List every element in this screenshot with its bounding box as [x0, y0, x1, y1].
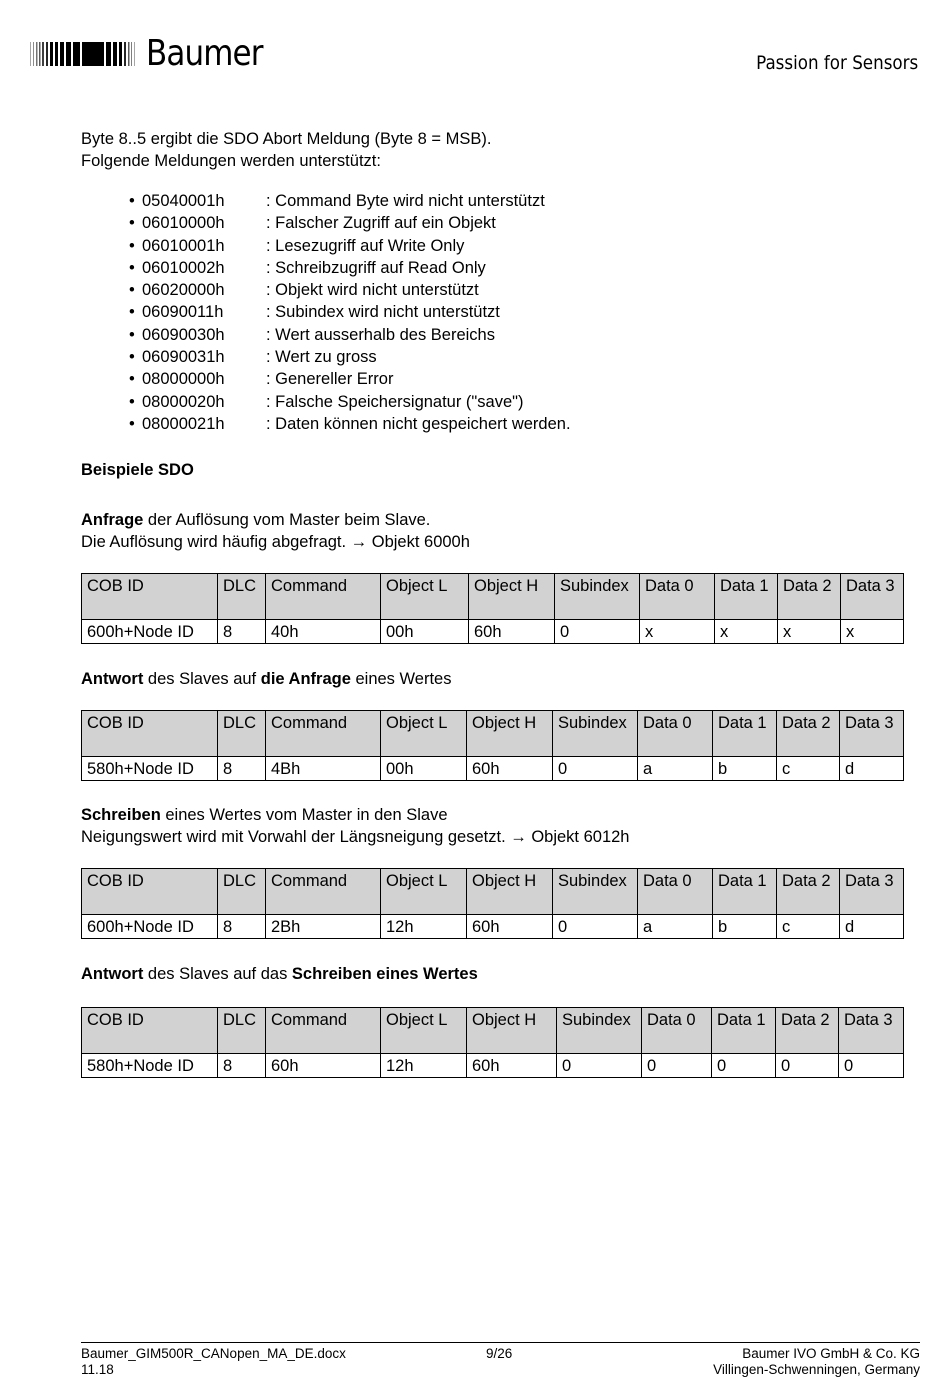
table-cell: 60h	[467, 1054, 557, 1078]
baumer-logo-icon	[30, 38, 138, 70]
table-cell: x	[715, 620, 778, 644]
table-cell: x	[640, 620, 715, 644]
column-header: Object L	[381, 711, 467, 757]
tagline: Passion for Sensors	[755, 52, 918, 74]
column-header: Data 2	[777, 711, 840, 757]
table-cell: 0	[553, 757, 638, 781]
abort-description: : Subindex wird nicht unterstützt	[266, 303, 500, 322]
column-header: Data 0	[642, 1008, 712, 1054]
bullet-icon: •	[129, 348, 135, 367]
column-header: COB ID	[82, 1008, 218, 1054]
table-cell: d	[840, 757, 904, 781]
bullet-icon: •	[129, 414, 135, 433]
list-item	[129, 212, 903, 234]
table-cell: b	[713, 915, 777, 939]
abort-description: : Lesezugriff auf Write Only	[266, 236, 465, 255]
table-cell: 0	[642, 1054, 712, 1078]
bullet-icon: •	[129, 192, 135, 210]
column-header: Object L	[381, 574, 469, 620]
column-header: Data 3	[841, 574, 904, 620]
section-title: Beispiele SDO	[81, 461, 194, 480]
list-item	[129, 413, 903, 435]
table-cell: a	[638, 757, 713, 781]
sdo-table-3	[81, 868, 904, 939]
column-header: Data 0	[638, 869, 713, 915]
table-cell: 00h	[381, 620, 469, 644]
table-cell: a	[638, 915, 713, 939]
brand-name: Baumer	[146, 33, 263, 74]
sdo-table-1	[81, 573, 904, 644]
footer-right	[713, 1346, 920, 1378]
table-cell: d	[840, 915, 904, 939]
table-row	[82, 757, 904, 781]
bullet-icon: •	[129, 325, 135, 344]
page-footer	[81, 1342, 920, 1377]
example-4-caption	[81, 963, 903, 985]
abort-description: : Wert ausserhalb des Bereichs	[266, 325, 495, 344]
footer-location: Villingen-Schwenningen, Germany	[713, 1362, 920, 1377]
table-cell: 60h	[469, 620, 555, 644]
caption-text: eines Wertes vom Master in den Slave	[160, 806, 448, 825]
abort-description: : Objekt wird nicht unterstützt	[266, 281, 479, 300]
abort-code: 08000020h	[142, 392, 225, 411]
column-header: Data 0	[638, 711, 713, 757]
column-header: Data 1	[713, 711, 777, 757]
column-header: Object H	[467, 1008, 557, 1054]
table-cell: 8	[218, 620, 266, 644]
abort-description: : Daten können nicht gespeichert werden.	[266, 414, 571, 433]
table-cell: b	[713, 757, 777, 781]
list-item	[129, 301, 903, 323]
bullet-icon: •	[129, 281, 135, 300]
column-header: Data 1	[715, 574, 778, 620]
table-cell: 580h+Node ID	[82, 1054, 218, 1078]
column-header: Object L	[381, 1008, 467, 1054]
table-cell: 12h	[381, 915, 467, 939]
table-cell: 0	[557, 1054, 642, 1078]
abort-code: 05040001h	[142, 192, 225, 210]
table-cell: x	[841, 620, 904, 644]
table-cell: 60h	[467, 757, 553, 781]
abort-code: 06090031h	[142, 348, 225, 367]
table-cell: 00h	[381, 757, 467, 781]
column-header: DLC	[218, 1008, 266, 1054]
table-cell: x	[778, 620, 841, 644]
table-header-row	[82, 1008, 904, 1054]
bullet-icon: •	[129, 258, 135, 277]
example-1-caption	[81, 509, 903, 531]
column-header: COB ID	[82, 711, 218, 757]
abort-code: 08000021h	[142, 414, 225, 433]
column-header: Data 1	[713, 869, 777, 915]
intro-line-1: Byte 8..5 ergibt die SDO Abort Meldung (Byte 8 = MSB).	[81, 130, 492, 148]
table-header-row	[82, 574, 904, 620]
table-cell: 600h+Node ID	[82, 915, 218, 939]
column-header: Data 2	[778, 574, 841, 620]
abort-code: 06090011h	[142, 303, 224, 322]
caption-text: der Auflösung vom Master beim Slave.	[143, 511, 431, 530]
abort-description: : Genereller Error	[266, 370, 394, 389]
table-cell: c	[777, 757, 840, 781]
bullet-icon: •	[129, 214, 135, 233]
footer-version: 11.18	[81, 1362, 114, 1377]
list-item	[129, 190, 903, 212]
column-header: Data 3	[840, 711, 904, 757]
caption-bold: die Anfrage	[260, 670, 351, 689]
bullet-icon: •	[129, 236, 135, 255]
column-header: Subindex	[553, 711, 638, 757]
table-cell: 600h+Node ID	[82, 620, 218, 644]
abort-code: 08000000h	[142, 370, 225, 389]
footer-filename: Baumer_GIM500R_CANopen_MA_DE.docx	[81, 1346, 346, 1361]
column-header: Object L	[381, 869, 467, 915]
table-cell: 0	[839, 1054, 904, 1078]
column-header: Command	[266, 869, 381, 915]
caption-bold: Antwort	[81, 965, 144, 984]
table-header-row	[82, 869, 904, 915]
list-item	[129, 368, 903, 390]
caption-text: eines Wertes	[350, 670, 452, 689]
table-cell: 2Bh	[266, 915, 381, 939]
column-header: DLC	[218, 711, 266, 757]
intro-line-2: Folgende Meldungen werden unterstützt:	[81, 152, 381, 170]
footer-page-number: 9/26	[486, 1346, 513, 1361]
bullet-icon: •	[129, 370, 135, 389]
table-cell: 40h	[266, 620, 381, 644]
list-item	[129, 235, 903, 257]
abort-code: 06020000h	[142, 281, 225, 300]
list-item	[129, 346, 903, 368]
column-header: Command	[266, 711, 381, 757]
column-header: Data 0	[640, 574, 715, 620]
table-header-row	[82, 711, 904, 757]
table-cell: 0	[555, 620, 640, 644]
column-header: Subindex	[557, 1008, 642, 1054]
abort-code-list	[81, 190, 903, 435]
table-row	[82, 620, 904, 644]
list-item	[129, 257, 903, 279]
column-header: Subindex	[553, 869, 638, 915]
caption-text: des Slaves auf	[143, 670, 261, 689]
column-header: Data 2	[776, 1008, 839, 1054]
footer-company: Baumer IVO GmbH & Co. KG	[742, 1346, 920, 1361]
bullet-icon: •	[129, 392, 135, 411]
abort-code: 06090030h	[142, 325, 225, 344]
caption-bold: Schreiben	[81, 806, 161, 825]
table-cell: 0	[553, 915, 638, 939]
bullet-icon: •	[129, 303, 135, 322]
table-cell: 8	[218, 915, 266, 939]
abort-description: : Falsche Speichersignatur ("save")	[266, 392, 524, 411]
table-cell: 60h	[467, 915, 553, 939]
abort-description: : Schreibzugriff auf Read Only	[266, 258, 486, 277]
table-cell: 12h	[381, 1054, 467, 1078]
table-cell: 60h	[266, 1054, 381, 1078]
column-header: Subindex	[555, 574, 640, 620]
sdo-table-4	[81, 1007, 904, 1078]
list-item	[129, 279, 903, 301]
example-1-note: Die Auflösung wird häufig abgefragt. → Objekt 6000h	[81, 533, 470, 552]
caption-bold: Antwort	[81, 670, 144, 689]
list-item	[129, 324, 903, 346]
column-header: DLC	[218, 869, 266, 915]
page-header	[0, 0, 950, 90]
abort-code: 06010000h	[142, 214, 225, 233]
abort-code: 06010001h	[142, 236, 225, 255]
page-content	[81, 128, 903, 1078]
column-header: Object H	[467, 869, 553, 915]
table-cell: 0	[712, 1054, 776, 1078]
column-header: Object H	[467, 711, 553, 757]
example-3-caption	[81, 804, 903, 826]
table-row	[82, 915, 904, 939]
column-header: Command	[266, 574, 381, 620]
column-header: Data 1	[712, 1008, 776, 1054]
column-header: DLC	[218, 574, 266, 620]
abort-description: : Wert zu gross	[266, 348, 377, 367]
example-2-caption	[81, 668, 903, 690]
table-cell: 0	[776, 1054, 839, 1078]
table-row	[82, 1054, 904, 1078]
caption-bold: Anfrage	[81, 511, 144, 530]
column-header: COB ID	[82, 869, 218, 915]
column-header: Command	[266, 1008, 381, 1054]
table-cell: 8	[218, 757, 266, 781]
list-item	[129, 391, 903, 413]
table-cell: 8	[218, 1054, 266, 1078]
caption-bold: Schreiben eines Wertes	[291, 965, 478, 984]
footer-left	[81, 1346, 346, 1378]
column-header: Data 3	[839, 1008, 904, 1054]
table-cell: c	[777, 915, 840, 939]
column-header: Data 2	[777, 869, 840, 915]
column-header: Data 3	[840, 869, 904, 915]
table-cell: 580h+Node ID	[82, 757, 218, 781]
abort-description: : Command Byte wird nicht unterstützt	[266, 192, 545, 210]
table-cell: 4Bh	[266, 757, 381, 781]
column-header: COB ID	[82, 574, 218, 620]
column-header: Object H	[469, 574, 555, 620]
abort-description: : Falscher Zugriff auf ein Objekt	[266, 214, 496, 233]
caption-text: des Slaves auf das	[143, 965, 292, 984]
example-3-note: Neigungswert wird mit Vorwahl der Längsneigung gesetzt. → Objekt 6012h	[81, 828, 630, 847]
sdo-table-2	[81, 710, 904, 781]
abort-code: 06010002h	[142, 258, 225, 277]
